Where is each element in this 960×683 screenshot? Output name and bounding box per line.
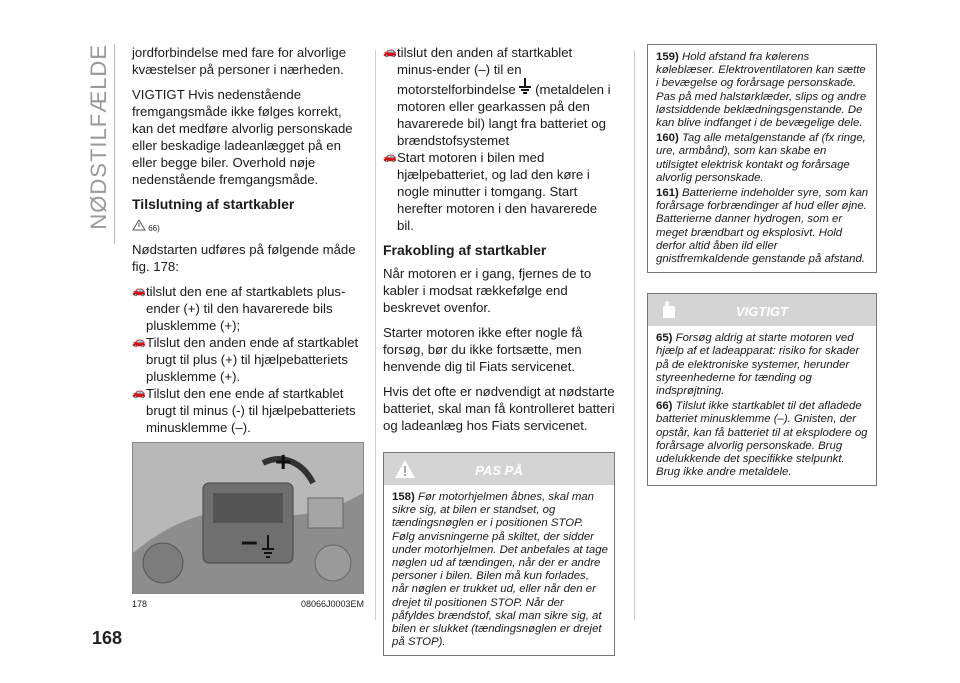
paragraph: Hvis det ofte er nødvendigt at nødstarte batteriet, skal man få kontrolleret batteri og ladeanlæg hos Fiats servicenet.: [383, 384, 615, 433]
warning-continuation-box: [647, 44, 877, 273]
paragraph: Starter motoren ikke efter nogle få forsøg, bør du ikke fortsætte, men henvende dig til Fiats servicenet.: [383, 325, 583, 374]
column-divider: [375, 50, 376, 620]
list-item: [132, 283, 364, 334]
ground-symbol-icon: [519, 78, 531, 94]
side-rule: [114, 44, 115, 244]
car-bullet-icon: 🚗: [132, 285, 146, 297]
list-item: [383, 149, 615, 234]
section-heading: Frakobling af startkabler: [383, 242, 547, 258]
warning-continuation-body: [648, 45, 876, 272]
list-item-text: Tilslut den anden ende af startkablet brugt til plus (+) til hjælpebatteriets plusklemme (+).: [146, 335, 359, 384]
warning-item: 161) Batterierne indeholder syre, som kan forårsage forbrændinger af hud eller øjne. Batterierne danner hydrogen, som er meget brændbart og eksplosivt. Hold derfor altid åben ild eller gnistfremkaldende genstande på afstand.: [656, 187, 869, 266]
caution-box-body: [384, 485, 614, 655]
column-3: [647, 44, 877, 486]
figure-number: 178: [132, 599, 148, 609]
warning-reference: [132, 219, 364, 237]
list-item: [383, 44, 615, 149]
warning-item: 158) Før motorhjelmen åbnes, skal man sikre sig, at bilen er standset, og tændingsnøglen er i positionen STOP. Følg anvisningerne på skiltet, der sidder under motorhjelmen. Det anbefales at tage nøglen ud af tændingen, når der er andre personer i bilen. Bilen må kun forlades, når nøglen er trukket ud, eller når den er drejet til positionen STOP. Når der påfyldes brændstof, skal man sikre sig, at bilen er slukket (tændingsnøglen er drejet på STOP).: [392, 491, 608, 649]
important-box-title: VIGTIGT: [736, 304, 788, 320]
paragraph: Når motoren er i gang, fjernes de to kabler i modsat rækkefølge end beskrevet ovenfor.: [383, 266, 592, 315]
list-item: [132, 385, 364, 436]
list-item: [132, 334, 364, 385]
engine-bay-figure: [132, 442, 364, 594]
warning-item: 160) Tag alle metalgenstande af (fx ringe, ure, armbånd), som kan skabe en utilsigtet elektrisk kontakt og forårsage alvorlig personskade.: [656, 132, 866, 184]
important-box: [647, 293, 877, 486]
paragraph: jordforbindelse med fare for alvorlige kvæstelser på personer i nærheden.: [132, 45, 347, 77]
warning-item: 159) Hold afstand fra kølerens køleblæser. Elektroventilatoren kan sætte i bevægelse og forårsage personskade. Pas på med halstørklæder, slips og andre løstsiddende beklædningsgenstande. De kan blive indfanget i de bevægelige dele.: [656, 51, 867, 130]
paragraph: VIGTIGT Hvis nedenstående fremgangsmåde ikke følges korrekt, kan det medføre alvorlig personskade eller beskadige ladeanlægget på en eller begge biler. Overhold nøje nedenstående fremgangsmåde.: [132, 87, 353, 187]
side-section-title: NØDSTILFÆLDE: [86, 44, 111, 230]
figure-code: 08066J0003EM: [300, 599, 364, 609]
caution-box: [383, 452, 615, 656]
column-2: [383, 44, 615, 656]
column-1: [132, 44, 364, 613]
car-bullet-icon: 🚗: [383, 151, 397, 163]
column-divider: [634, 50, 635, 620]
list-item-text: tilslut den ene af startkablets plus-ender (+) til den havarerede bils plusklemme (+);: [146, 284, 346, 333]
figure-caption: [132, 596, 364, 613]
car-bullet-icon: 🚗: [383, 46, 397, 58]
paragraph: Nødstarten udføres på følgende måde fig. 178:: [132, 242, 356, 274]
important-box-body: [648, 326, 876, 485]
car-bullet-icon: 🚗: [132, 387, 146, 399]
caution-box-title: PAS PÅ: [475, 463, 523, 478]
section-heading: Tilslutning af startkabler: [132, 196, 295, 212]
warning-item: 66) Tilslut ikke startkablet til det afladede batteriet minusklemme (–). Gnisten, der opstår, kan få batteriet til at eksplodere og forårsage alvorlig personskade. Brug udelukkende det specifikke stelpunkt. Brug ikke andre metaldele.: [656, 400, 868, 479]
page-number: 168: [92, 628, 123, 648]
warning-triangle-icon: [132, 219, 146, 231]
svg-text:+: +: [275, 446, 292, 477]
important-box-header: [648, 294, 876, 326]
list-item-text: Start motoren i bilen med hjælpebatteriet, og lad den køre i nogle minutter i tomgang. Start herefter motoren i den havarerede bil.: [397, 150, 598, 233]
svg-text:–: –: [241, 525, 258, 558]
reference-number: 66): [148, 224, 160, 233]
caution-box-header: [384, 453, 614, 485]
list-item-text: Tilslut den ene ende af startkablet brugt til minus (-) til hjælpebatteriets minusklemme (–).: [146, 386, 356, 435]
list-item-text: tilslut den anden af startkablet minus-ender (–) til en motorstelforbindelse (metaldelen i motoren eller gearkassen på den havarerede bil) langt fra batteriet og brændstofsystemet: [397, 45, 611, 148]
warning-item: 65) Forsøg aldrig at starte motoren ved hjælp af et ladeapparat: risiko for skader på de elektroniske systemer, herunder styreenhederne for tænding og indsprøjtning.: [656, 332, 860, 398]
car-bullet-icon: 🚗: [132, 336, 146, 348]
engine-bay-illustration: [133, 443, 363, 593]
